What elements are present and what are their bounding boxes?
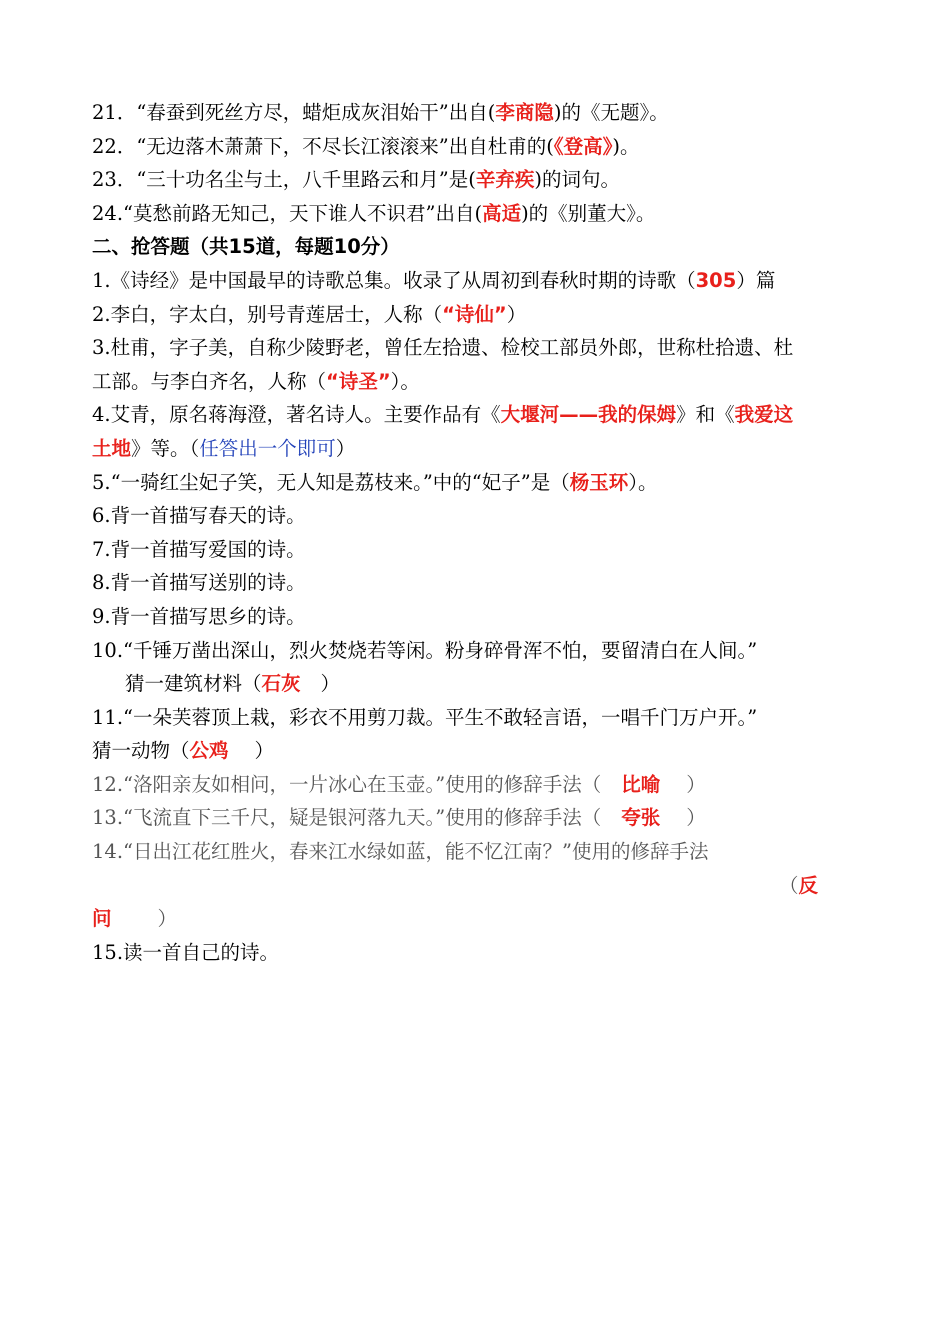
- question-4-line2: 土地》等。（任答出一个即可）: [92, 436, 356, 460]
- answer: 反: [798, 873, 818, 897]
- question-9: 9.背一首描写思乡的诗。: [92, 604, 306, 628]
- question-15: 15.读一首自己的诗。: [92, 940, 280, 964]
- question-14-line1: 14.“日出江花红胜火，春来江水绿如蓝，能不忆江南？”使用的修辞手法: [92, 840, 709, 864]
- question-5: 5.“一骑红尘妃子笑，无人知是荔枝来。”中的“妃子”是（杨玉环）。: [92, 470, 658, 494]
- question-10-line1: 10.“千锤万凿出深山，烈火焚烧若等闲。粉身碎骨浑不怕，要留清白在人间。”: [92, 638, 758, 662]
- answer: 公鸡: [189, 739, 229, 763]
- question-3-line1: 3.杜甫，字子美，自称少陵野老，曾任左拾遗、检校工部员外郎，世称杜拾遗、杜: [92, 336, 794, 360]
- answer: “诗仙”: [442, 302, 507, 326]
- answer: 高适: [482, 201, 522, 225]
- answer: 杨玉环: [569, 470, 629, 494]
- question-21: 21．“春蚕到死丝方尽，蜡炬成灰泪始干”出自(李商隐)的《无题》。: [92, 101, 669, 124]
- answer: 《登高》: [553, 134, 613, 158]
- question-24: 24.“莫愁前路无知己，天下谁人不识君”出自(高适)的《别董大》。: [92, 201, 656, 225]
- question-12: 12.“洛阳亲友如相问，一片冰心在玉壶。”使用的修辞手法（ 比喻 ）: [92, 772, 706, 796]
- question-22: 22．“无边落木萧萧下，不尽长江滚滚来”出自杜甫的(《登高》)。: [92, 134, 640, 158]
- section-title: 二、抢答题（共15道，每题10分）: [92, 235, 400, 259]
- answer: 石灰: [261, 672, 301, 696]
- question-13: 13.“飞流直下三千尺，疑是银河落九天。”使用的修辞手法（ 夸张 ）: [92, 806, 706, 830]
- question-4-line1: 4.艾青，原名蒋海澄，著名诗人。主要作品有《大堰河——我的保姆》和《我爱这: [92, 403, 794, 427]
- question-11-line2: 猜一动物（公鸡 ）: [92, 739, 275, 763]
- question-14-line2: （反: [778, 873, 818, 897]
- question-1: 1.《诗经》是中国最早的诗歌总集。收录了从周初到春秋时期的诗歌（305）篇: [92, 268, 776, 292]
- answer: 土地: [92, 436, 132, 460]
- answer: 辛弃疾: [475, 168, 535, 192]
- question-11-line1: 11.“一朵芙蓉顶上栽，彩衣不用剪刀裁。平生不敢轻言语，一唱千门万户开。”: [92, 705, 758, 729]
- note: 任答出一个即可: [199, 436, 336, 460]
- answer: 李商隐: [495, 101, 554, 124]
- answer: 305: [695, 268, 737, 292]
- answer: 比喻: [621, 772, 661, 796]
- question-8: 8.背一首描写送别的诗。: [92, 571, 306, 595]
- document-page: [92, 96, 872, 969]
- question-2: 2.李白，字太白，别号青莲居士，人称（“诗仙”）: [92, 302, 527, 326]
- answer: “诗圣”: [326, 369, 391, 393]
- question-14-line3: 问 ）: [92, 907, 178, 931]
- answer: 大堰河——我的保姆: [500, 403, 677, 427]
- question-3-line2: 工部。与李白齐名，人称（“诗圣”）。: [92, 369, 420, 393]
- answer: 问: [92, 907, 112, 931]
- question-6: 6.背一首描写春天的诗。: [92, 504, 306, 528]
- answer: 我爱这: [734, 403, 794, 427]
- question-23: 23．“三十功名尘与土，八千里路云和月”是(辛弃疾)的词句。: [92, 168, 620, 192]
- answer: 夸张: [621, 806, 661, 830]
- question-10-line2: 猜一建筑材料（石灰 ）: [125, 672, 341, 696]
- question-7: 7.背一首描写爱国的诗。: [92, 537, 306, 561]
